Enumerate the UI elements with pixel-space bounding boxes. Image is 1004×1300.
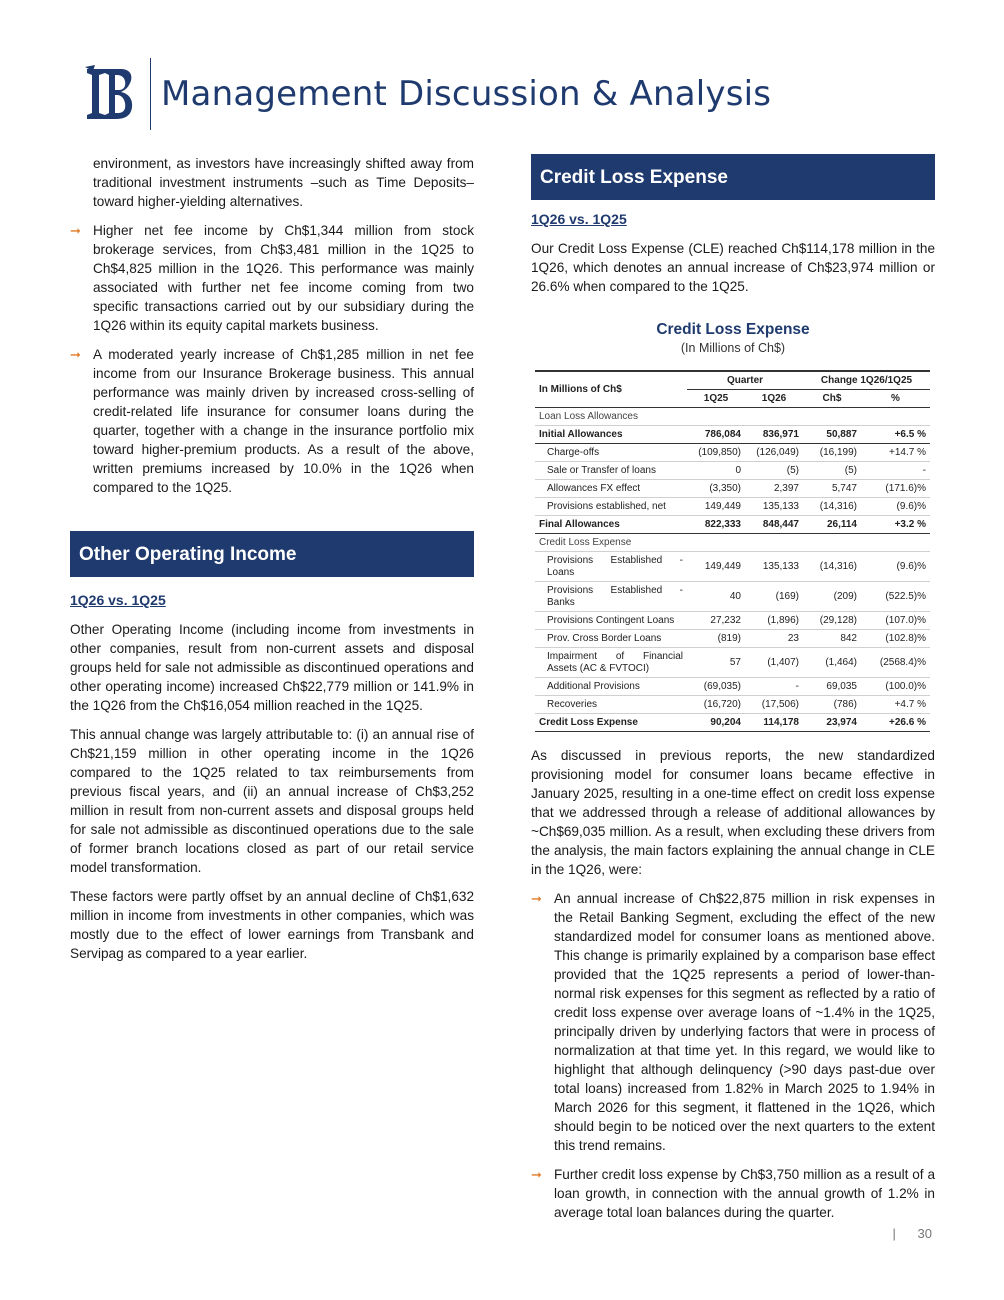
row-value: 23 [745,630,803,648]
row-value: 149,449 [687,498,745,516]
row-value: (9.6)% [861,498,930,516]
row-value: (126,049) [745,444,803,462]
row-value: (786) [803,696,861,714]
row-value: 848,447 [745,516,803,534]
row-label: Impairment of Financial Assets (AC & FVTOCI) [535,648,687,678]
row-value: 2,397 [745,480,803,498]
row-value: 822,333 [687,516,745,534]
list-item: ➞ A moderated yearly increase of Ch$1,285 million in net fee income from our Insurance Brokerage business. This annual performance was mainly driven by increased cross-selling of credit-related life insurance for consumer loans during the quarter, together with a change in the insurance portfolio mix toward higher-premium products. As a result of the above, written premiums increased by 10.0% in the 1Q26 when compared to the 1Q25. [70,347,474,495]
paragraph: These factors were partly offset by an annual decline of Ch$1,632 million in income from investments in other companies, which was mostly due to the effect of lower earnings from Transbank and Servipag as compared to a year earlier. [70,889,474,961]
table-title: Credit Loss Expense [656,321,810,338]
page-title: Management Discussion & Analysis [161,74,772,114]
row-label: Sale or Transfer of loans [535,462,687,480]
row-value: 50,887 [803,426,861,444]
row-value: (14,316) [803,498,861,516]
row-label: Credit Loss Expense [535,714,687,732]
row-value [745,534,803,552]
col-1q26: 1Q26 [745,390,803,408]
row-value: 5,747 [803,480,861,498]
row-value: (819) [687,630,745,648]
subheading: 1Q26 vs. 1Q25 [70,592,166,608]
row-value: - [861,462,930,480]
table-row [535,552,930,582]
row-value [861,408,930,426]
arrow-bullet-icon: ➞ [70,347,81,362]
list-item: ➞ An annual increase of Ch$22,875 million in risk expenses in the Retail Banking Segment, excluding the effect of the new standardized model for consumer loans as mentioned above. This change is primarily explained by a comparison base effect provided that the 1Q25 represents a period of lower-than-normal risk expenses for this segment as reflected by a ratio of credit loss expense over average loans of ~1.4% in the 1Q25, principally driven by underlying factors that were in process of normalization at that time yet. In this regard, we would like to highlight that although delinquency (>90 days past-due over total loans) increased from 1.82% in March 2025 to 1.94% in March 2026 for this segment, it flattened in the 1Q26, which should begin to be noticed over the next quarters to the extent this trend remains. [531,891,935,1153]
row-value: (2568.4)% [861,648,930,678]
row-value: 90,204 [687,714,745,732]
row-value: (29,128) [803,612,861,630]
row-value: 842 [803,630,861,648]
row-value: (1,896) [745,612,803,630]
row-label: Provisions Established - Loans [535,552,687,582]
table-row [535,714,930,732]
row-value: (169) [745,582,803,612]
table-body [535,408,930,732]
row-label: Provisions established, net [535,498,687,516]
header-divider [150,58,151,130]
table-row [535,534,930,552]
bank-logo [80,63,138,125]
row-value [803,534,861,552]
row-value: (100.0)% [861,678,930,696]
table-row [535,630,930,648]
header-label: In Millions of Ch$ [535,371,687,408]
table-header-row [535,371,930,390]
credit-loss-table [535,370,930,732]
row-value: (102.8)% [861,630,930,648]
row-value [687,534,745,552]
page-footer [893,1226,932,1241]
row-value: +3.2 % [861,516,930,534]
row-value [745,408,803,426]
row-value [803,408,861,426]
footer-separator: | [892,1226,896,1241]
subheading: 1Q26 vs. 1Q25 [531,211,627,227]
row-label: Charge-offs [535,444,687,462]
row-value: 114,178 [745,714,803,732]
row-value: +26.6 % [861,714,930,732]
row-value: (5) [803,462,861,480]
row-value: (522.5)% [861,582,930,612]
row-value: 836,971 [745,426,803,444]
row-value: +4.7 % [861,696,930,714]
row-value: 786,084 [687,426,745,444]
row-label: Prov. Cross Border Loans [535,630,687,648]
arrow-bullet-icon: ➞ [531,1167,542,1182]
row-value: (16,199) [803,444,861,462]
row-value: 135,133 [745,552,803,582]
row-value: +14.7 % [861,444,930,462]
row-value: 40 [687,582,745,612]
right-column [531,154,935,1232]
row-label: Allowances FX effect [535,480,687,498]
header-quarter: Quarter [687,371,803,390]
row-value: 23,974 [803,714,861,732]
row-value [861,534,930,552]
continued-paragraph: environment, as investors have increasingly shifted away from traditional investment instruments –such as Time Deposits– toward higher-yielding alternatives. [93,156,474,209]
row-value: (5) [745,462,803,480]
page-header [80,58,771,130]
row-value: 135,133 [745,498,803,516]
table-row [535,612,930,630]
list-item: ➞ Higher net fee income by Ch$1,344 million from stock brokerage services, from Ch$3,481 million in the 1Q25 to Ch$4,825 million in the 1Q26. This performance was mainly associated with further net fee income coming from two specific transactions carried out by our subsidiary during the 1Q26 within its equity capital markets business. [70,223,474,333]
row-value: (69,035) [687,678,745,696]
table-row [535,678,930,696]
section-header-other-operating-income: Other Operating Income [70,531,474,577]
paragraph: As discussed in previous reports, the new standardized provisioning model for consumer loans became effective in January 2025, resulting in a one-time effect on credit loss expense that we addressed through a release of additional allowances by ~Ch$69,035 million. As a result, when excluding these drivers from the analysis, the main factors explaining the annual change in CLE in the 1Q26, were: [531,748,935,877]
table-row [535,480,930,498]
table-row [535,444,930,462]
row-value: - [745,678,803,696]
row-value: 149,449 [687,552,745,582]
list-item: ➞ Further credit loss expense by Ch$3,750 million as a result of a loan growth, in connection with the annual growth of 1.2% in average total loan balances during the quarter. [531,1167,935,1220]
table-row [535,516,930,534]
table-row [535,462,930,480]
row-value: (17,506) [745,696,803,714]
table-row [535,426,930,444]
col-1q25: 1Q25 [687,390,745,408]
page-number: 30 [917,1226,932,1241]
row-value: +6.5 % [861,426,930,444]
header-change: Change 1Q26/1Q25 [803,371,930,390]
fee-income-bullets [70,221,474,497]
row-value [687,408,745,426]
row-value: (171.6)% [861,480,930,498]
section-header-credit-loss-expense: Credit Loss Expense [531,154,935,200]
row-label: Initial Allowances [535,426,687,444]
table-row [535,648,930,678]
col-pct: % [861,390,930,408]
row-label: Loan Loss Allowances [535,408,687,426]
table-row [535,696,930,714]
paragraph: This annual change was largely attributable to: (i) an annual rise of Ch$21,159 million in other operating income in the 1Q26 compared to the 1Q25 related to tax reimbursements from previous fiscal years, and (ii) an annual increase of Ch$3,252 million in result from non-current assets and disposal groups held for sale not admissible as discontinued operations due to the sale of former branch locations closed as part of our retail service model transformation. [70,727,474,875]
left-column [70,154,474,973]
table-subtitle: (In Millions of Ch$) [680,341,786,355]
row-label: Provisions Contingent Loans [535,612,687,630]
arrow-bullet-icon: ➞ [531,891,542,906]
row-value: 57 [687,648,745,678]
row-value: (9.6)% [861,552,930,582]
row-value: (1,464) [803,648,861,678]
paragraph: Other Operating Income (including income from investments in other companies, result from non-current assets and disposal groups held for sale not admissible as discontinued operations and other operating income) increased Ch$22,779 million or 141.9% in the 1Q26 from the Ch$16,054 million reached in the 1Q25. [70,622,474,713]
row-label: Final Allowances [535,516,687,534]
row-value: 27,232 [687,612,745,630]
row-label: Additional Provisions [535,678,687,696]
row-value: 69,035 [803,678,861,696]
row-value: 0 [687,462,745,480]
row-value: (3,350) [687,480,745,498]
row-value: (16,720) [687,696,745,714]
row-value: (209) [803,582,861,612]
row-label: Provisions Established - Banks [535,582,687,612]
row-value: (14,316) [803,552,861,582]
table-row [535,408,930,426]
row-value: (1,407) [745,648,803,678]
col-chd: Ch$ [803,390,861,408]
row-value: (109,850) [687,444,745,462]
arrow-bullet-icon: ➞ [70,223,81,238]
cle-factor-bullets [531,889,935,1222]
row-value: 26,114 [803,516,861,534]
table-row [535,498,930,516]
paragraph: Our Credit Loss Expense (CLE) reached Ch$114,178 million in the 1Q26, which denotes an annual increase of Ch$23,974 million or 26.6% when compared to the 1Q25. [531,241,935,294]
row-label: Recoveries [535,696,687,714]
table-row [535,582,930,612]
row-label: Credit Loss Expense [535,534,687,552]
row-value: (107.0)% [861,612,930,630]
